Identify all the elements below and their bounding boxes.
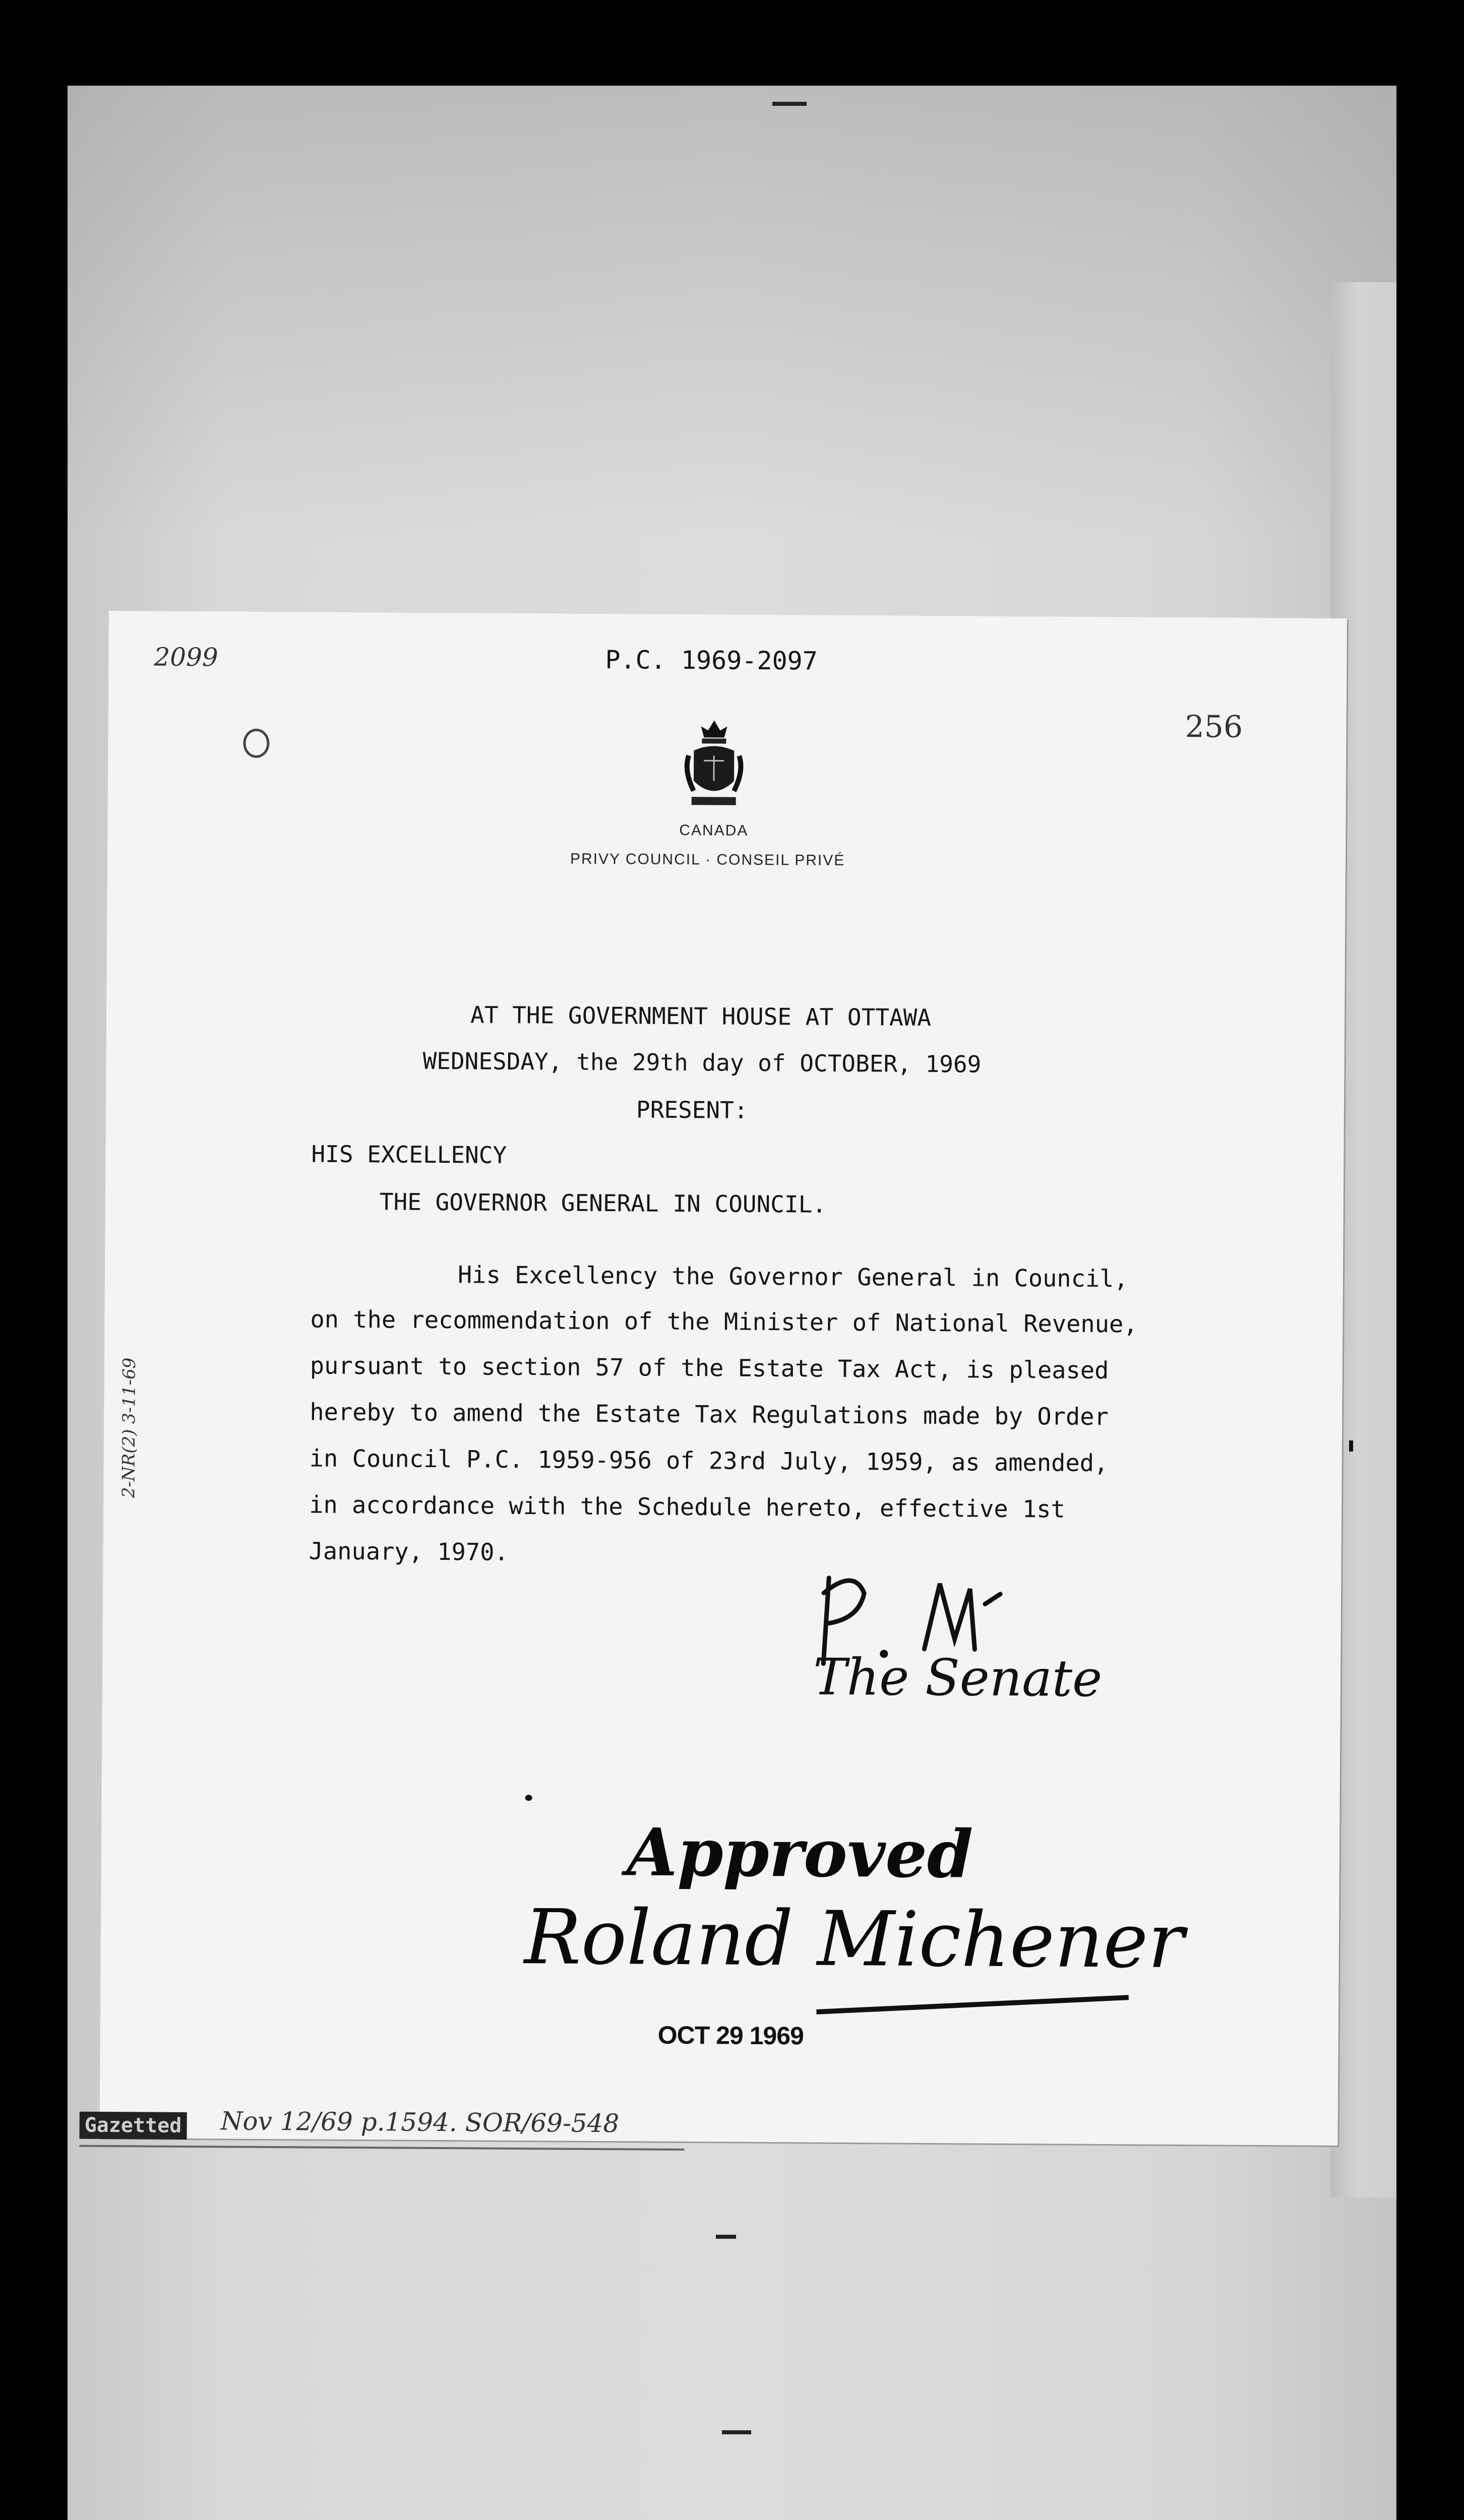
his-excellency: HIS EXCELLENCY bbox=[311, 1140, 507, 1169]
gazetted-label: Gazetted bbox=[79, 2112, 187, 2139]
document-sheet bbox=[84, 611, 1347, 2146]
country-label: CANADA bbox=[679, 822, 749, 839]
paragraph-line: on the recommendation of the Minister of National Revenue, bbox=[310, 1305, 1138, 1339]
approved-annotation: Approved bbox=[626, 1813, 973, 1893]
date-line: WEDNESDAY, the 29th day of OCTOBER, 1969 bbox=[422, 1047, 982, 1078]
paragraph-line: pursuant to section 57 of the Estate Tax Act, is pleased bbox=[310, 1352, 1109, 1385]
pc-number: P.C. 1969-2097 bbox=[605, 645, 818, 676]
ink-dot bbox=[525, 1795, 532, 1801]
present-heading: PRESENT: bbox=[636, 1096, 748, 1124]
gazetted-note: Nov 12/69 p.1594. SOR/69-548 bbox=[220, 2106, 620, 2138]
signature-underline bbox=[816, 1995, 1129, 2014]
privy-council-label: PRIVY COUNCIL · CONSEIL PRIVÉ bbox=[570, 850, 845, 869]
paragraph-line: in accordance with the Schedule hereto, effective 1st bbox=[309, 1491, 1066, 1524]
date-stamp: OCT 29 1969 bbox=[657, 2021, 804, 2050]
handwritten-number: 2099 bbox=[154, 642, 218, 672]
page-number: 256 bbox=[1185, 709, 1243, 745]
governor-general-line: THE GOVERNOR GENERAL IN COUNCIL. bbox=[379, 1188, 827, 1218]
backing-mark-mid bbox=[716, 2235, 736, 2239]
senate-annotation: The Senate bbox=[813, 1647, 1103, 1709]
edge-mark bbox=[1349, 1440, 1353, 1452]
backing-mark-bottom bbox=[722, 2430, 751, 2434]
paragraph-line: in Council P.C. 1959-956 of 23rd July, 1959, as amended, bbox=[309, 1444, 1109, 1478]
location-line: AT THE GOVERNMENT HOUSE AT OTTAWA bbox=[470, 1001, 932, 1031]
margin-note: 2-NR(2) 3-11-69 bbox=[118, 1357, 140, 1498]
paragraph-line: His Excellency the Governor General in Council, bbox=[457, 1261, 1129, 1293]
canada-coat-of-arms-icon bbox=[679, 715, 750, 816]
punch-hole bbox=[243, 729, 269, 758]
paragraph-line: hereby to amend the Estate Tax Regulations made by Order bbox=[310, 1398, 1109, 1431]
paragraph-line: January, 1970. bbox=[309, 1537, 509, 1566]
governor-signature: Roland Michener bbox=[524, 1894, 1185, 1986]
backing-mark-top bbox=[772, 102, 807, 106]
